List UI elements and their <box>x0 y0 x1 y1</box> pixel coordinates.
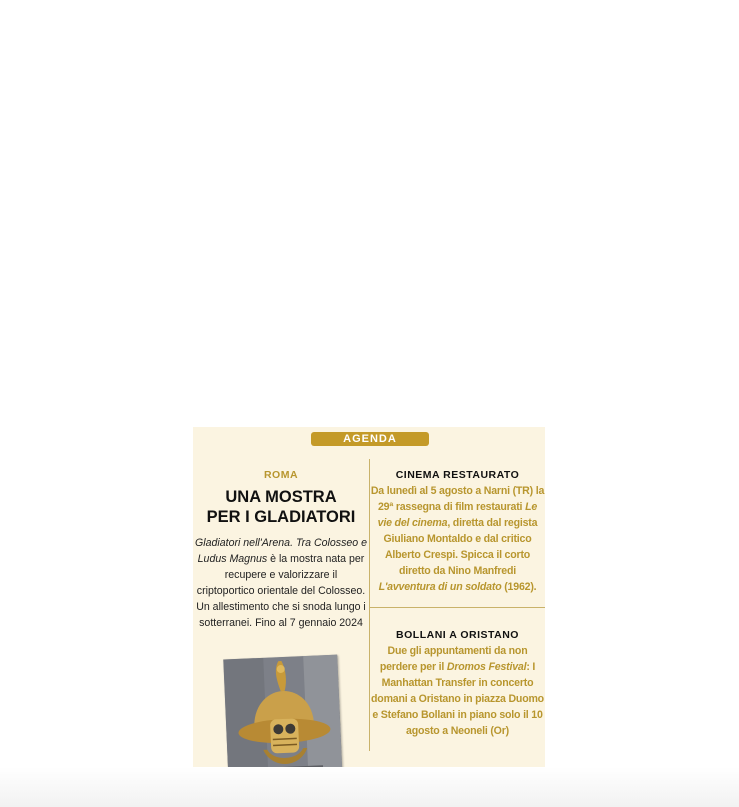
cinema-body-3: (1962). <box>504 581 537 593</box>
bollani-body <box>370 643 545 739</box>
cinema-article <box>370 469 545 595</box>
exhibition-title: Gladiatori nell'Arena. Tra Colosseo e Ludus Magnus <box>195 537 367 565</box>
headline-line-2: PER I GLADIATORI <box>206 508 356 526</box>
cinema-italic-1: Le vie del cinema <box>377 501 538 529</box>
city-label: ROMA <box>263 469 299 481</box>
bollani-body-1: Due gli appuntamenti da non perdere per il <box>379 645 528 673</box>
agenda-label: AGENDA <box>311 432 429 446</box>
cinema-body-2: , diretta dal regista Giuliano Montaldo e dal critico Alberto Crespi. Spicca il corto diretto da Nino Manfredi <box>383 517 538 577</box>
page-bottom-shade <box>0 767 739 807</box>
cinema-body-1: Da lunedì al 5 agosto a Narni (TR) la 29ª rassegna di film restaurati <box>370 485 545 513</box>
cinema-italic-2: L'avventura di un soldato <box>378 581 502 593</box>
roma-body-text: è la mostra nata per recupere e valorizzare il criptoportico orientale del Colosseo. Un allestimento che si snoda lungo i sotterranei. Fino al 7 gennaio 2024 <box>196 553 366 629</box>
headline <box>193 487 369 527</box>
bollani-title: BOLLANI A ORISTANO <box>396 629 519 641</box>
headline-line-1: UNA MOSTRA <box>225 488 337 506</box>
cinema-title: CINEMA RESTAURATO <box>395 469 520 481</box>
bollani-body-2: : I Manhattan Transfer in concerto domani a Oristano in piazza Duomo e Stefano Bollani in piano solo il 10 agosto a Neoneli (Or) <box>371 661 544 737</box>
roma-article <box>193 467 369 631</box>
section-divider <box>370 607 545 608</box>
bollani-article <box>370 629 545 739</box>
roma-article-body <box>193 535 369 631</box>
bollani-italic-1: Dromos Festival <box>446 661 527 673</box>
cinema-body <box>370 483 545 595</box>
agenda-card <box>193 427 545 798</box>
